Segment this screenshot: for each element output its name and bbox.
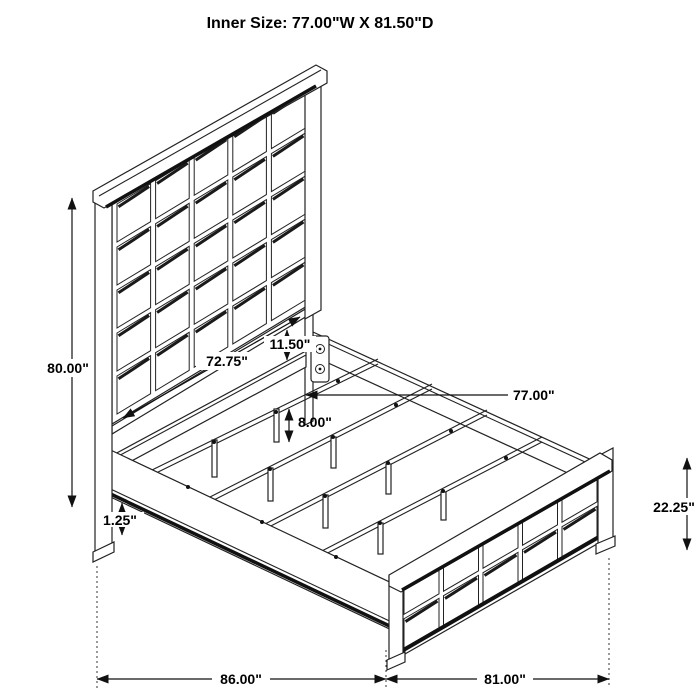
slat-leg [441, 492, 446, 520]
dim-label-side-depth: 86.00" [220, 671, 262, 687]
dim-label-headboard-width: 72.75" [206, 353, 248, 369]
screw-dot [334, 555, 338, 559]
near-side-rail [100, 445, 398, 633]
screw-dot [323, 494, 327, 498]
slat-leg [386, 464, 391, 494]
dim-label-rail-lip: 1.25" [103, 512, 137, 528]
far-side-rail-edge [313, 337, 609, 473]
dim-slat-leg-height [289, 409, 332, 442]
screw-dot [274, 410, 278, 414]
headboard-right-post [305, 72, 321, 319]
slat-leg [212, 440, 217, 477]
screw-dot [336, 379, 340, 383]
screw-dot [504, 456, 508, 460]
slat-leg [331, 437, 336, 468]
dim-label-clearance: 11.50" [269, 336, 311, 352]
slat-leg [378, 523, 383, 554]
screw-dot [268, 467, 272, 471]
slat [263, 415, 487, 530]
screw-dot [378, 521, 382, 525]
bracket-hole-center [319, 348, 322, 351]
near-rail-lip [100, 484, 398, 625]
slat [208, 389, 432, 503]
screw-dot [449, 429, 453, 433]
dim-label-inner-width: 77.00" [513, 387, 555, 403]
slat-leg [274, 409, 279, 442]
far-side-rail [313, 332, 609, 492]
headboard-left-leg [95, 192, 112, 558]
near-rail-bottom-band [100, 489, 398, 630]
screw-dot [260, 520, 264, 524]
screw-dot [386, 461, 390, 465]
dim-footboard-height [650, 458, 700, 550]
slat-leg [323, 495, 328, 528]
slat-leg [268, 468, 273, 501]
dim-footboard-width [386, 670, 609, 688]
dim-label-footboard-height: 22.25" [653, 499, 695, 515]
dim-label-overall-height: 80.00" [47, 360, 89, 376]
dim-side-depth [97, 670, 386, 688]
screw-dot [394, 403, 398, 407]
screw-dot [212, 440, 216, 444]
page-title: Inner Size: 77.00"W X 81.50"D [206, 15, 434, 32]
dim-label-footboard-width: 81.00" [484, 671, 526, 687]
screw-dot [186, 485, 190, 489]
footboard [387, 448, 615, 670]
dim-label-leg-height: 8.00" [298, 414, 332, 430]
bracket-hole-center [319, 368, 322, 371]
screw-dot [441, 489, 445, 493]
screw-dot [331, 435, 335, 439]
dim-overall-height [44, 198, 94, 507]
slat [263, 410, 487, 525]
